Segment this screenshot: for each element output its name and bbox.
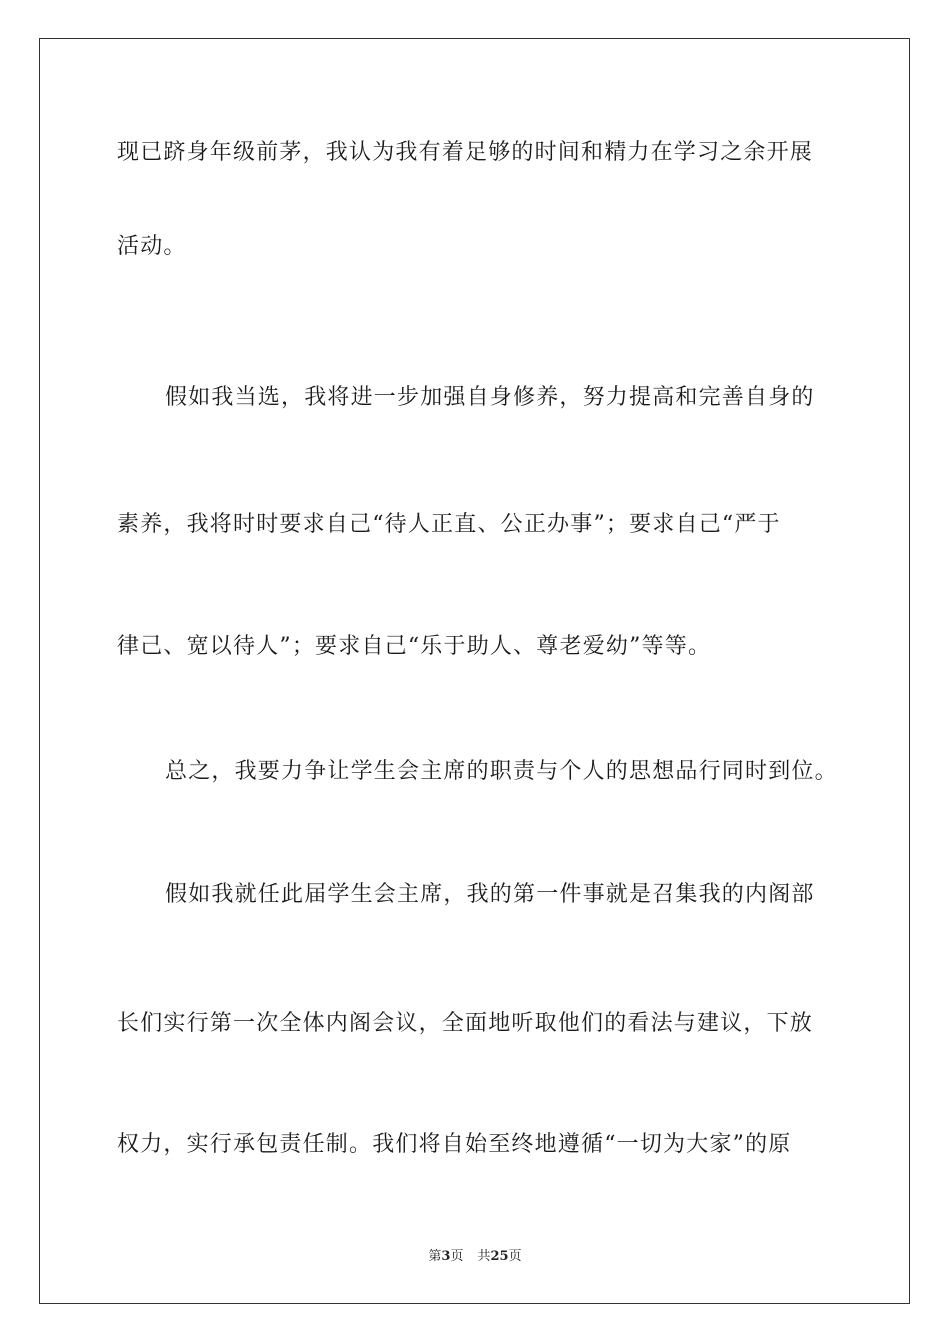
total-pages: 25 (490, 1249, 509, 1264)
page-prefix: 第 (428, 1249, 442, 1264)
total-prefix: 共 (477, 1249, 491, 1264)
body-line-3: 假如我当选，我将进一步加强自身修养，努力提高和完善自身的 (165, 385, 815, 410)
body-line-6: 总之，我要力争让学生会主席的职责与个人的思想品行同时到位。 (165, 759, 838, 784)
body-line-1: 现已跻身年级前茅，我认为我有着足够的时间和精力在学习之余开展 (117, 140, 814, 165)
body-line-9: 权力，实行承包责任制。我们将自始至终地遵循“一切为大家”的原 (117, 1132, 792, 1157)
body-line-5: 律己、宽以待人”；要求自己“乐于助人、尊老爱幼”等等。 (117, 634, 712, 659)
page-footer (0, 1248, 950, 1266)
total-suffix: 页 (508, 1249, 522, 1264)
page-number: 3 (441, 1249, 451, 1264)
body-line-2: 活动。 (117, 234, 187, 259)
page-border (39, 38, 910, 1304)
body-line-4: 素养，我将时时要求自己“待人正直、公正办事”；要求自己“严于 (117, 512, 781, 537)
body-line-8: 长们实行第一次全体内阁会议，全面地听取他们的看法与建议，下放 (117, 1011, 814, 1036)
page-suffix: 页 (450, 1249, 464, 1264)
body-line-7: 假如我就任此届学生会主席，我的第一件事就是召集我的内阁部 (165, 882, 815, 907)
